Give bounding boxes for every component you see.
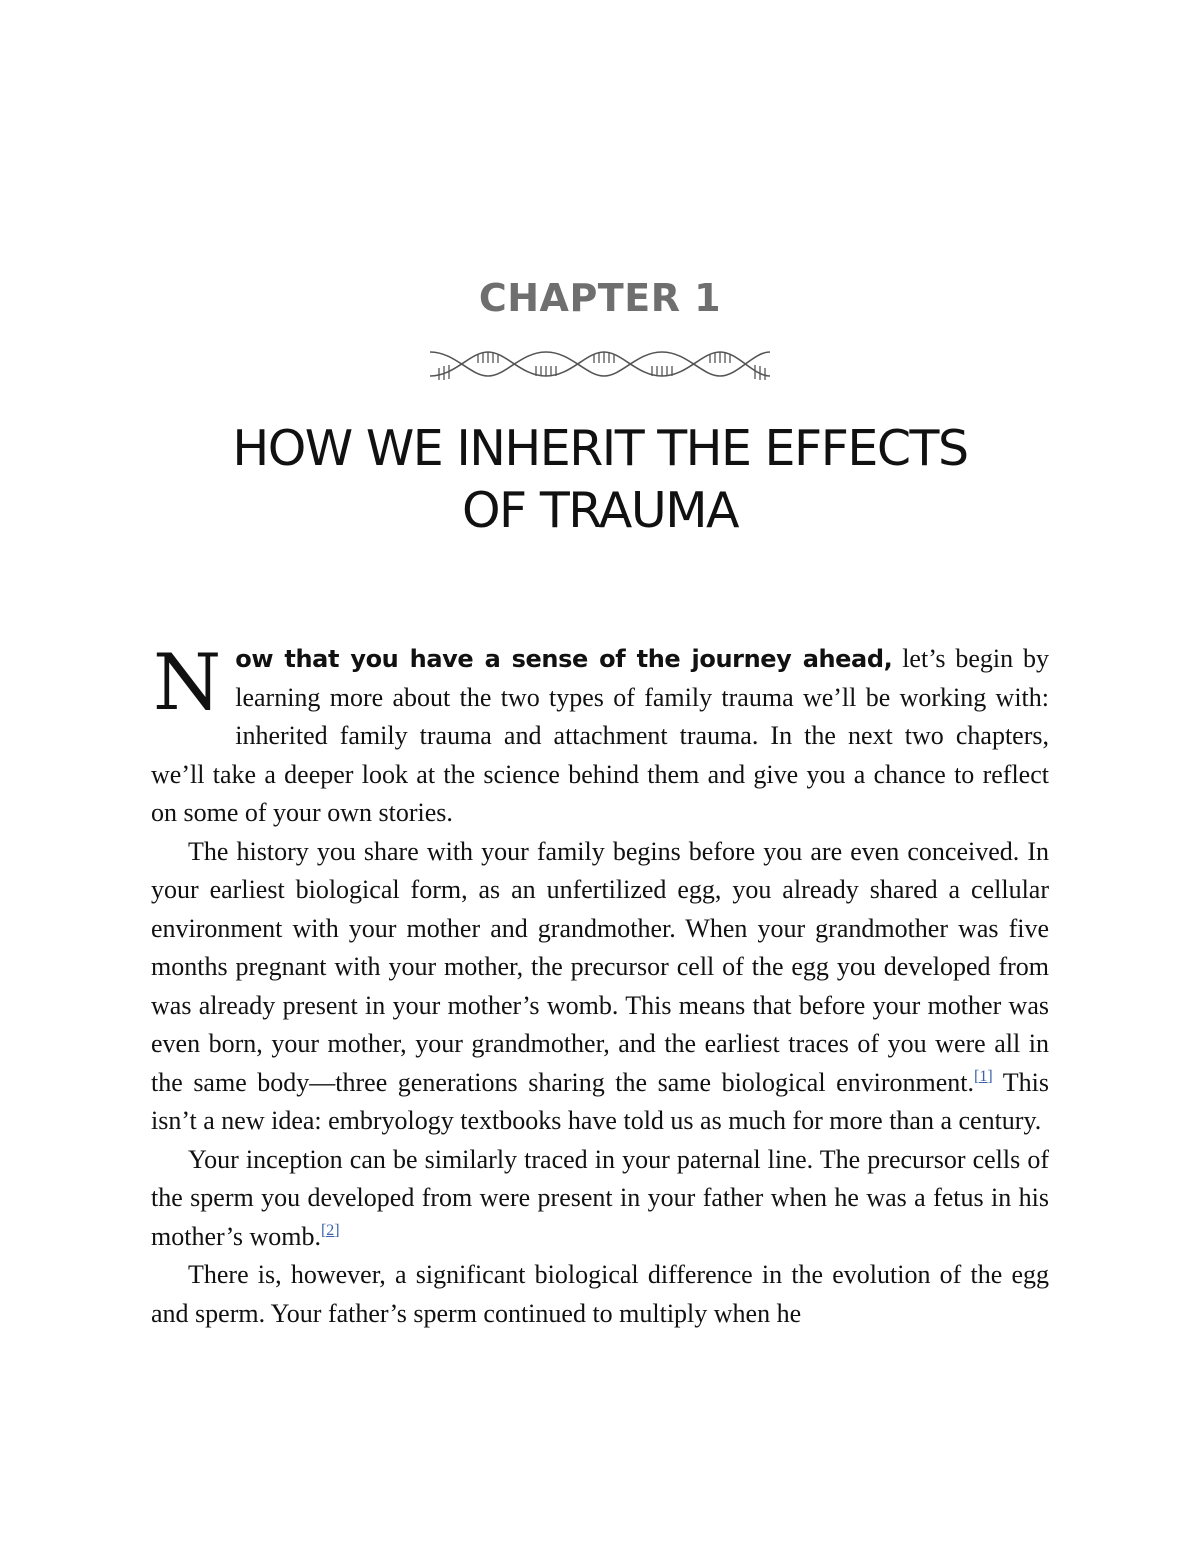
- dna-helix-ornament-icon: [425, 346, 775, 386]
- chapter-title-line-1: HOW WE INHERIT THE EFFECTS: [232, 420, 968, 477]
- paragraph-2: [151, 833, 1049, 1141]
- paragraph-2-text-b: This isn’t a new idea: embryology textbooks have told us as much for more than a century.: [151, 1067, 1049, 1135]
- chapter-body: [151, 640, 1049, 1333]
- paragraph-4: There is, however, a significant biological difference in the evolution of the egg and sperm. Your father’s sperm continued to multiply when he: [151, 1260, 1049, 1328]
- paragraph-3-text: Your inception can be similarly traced in your paternal line. The precursor cells of the sperm you developed from were present in your father when he was a fetus in his mother’s womb.: [151, 1144, 1049, 1251]
- paragraph-1-text: let’s begin by learning more about the two types of family trauma we’ll be working with: inherited family trauma and attachment trauma. In the next two chapters, we’ll take a deeper look at the science behind them and give you a chance to reflect on some of your own stories.: [151, 644, 1049, 827]
- paragraph-2-text-a: The history you share with your family begins before you are even conceived. In your earliest biological form, as an unfertilized egg, you already shared a cellular environment with your mother and grandmother. When your grandmother was five months pregnant with your mother, the precursor cell of the egg you developed from was already present in your mother’s womb. This means that before your mother was even born, your mother, your grandmother, and the earliest traces of you were all in the same body—three generations sharing the same biological environment.: [151, 836, 1049, 1097]
- footnote-link-2[interactable]: [2]: [320, 1221, 340, 1239]
- drop-cap: N: [153, 638, 222, 728]
- footnote-link-1[interactable]: [1]: [974, 1067, 993, 1085]
- paragraph-1: [151, 640, 1049, 833]
- paragraph-3: [151, 1141, 1049, 1257]
- chapter-label: CHAPTER 1: [478, 276, 722, 320]
- chapter-title: [100, 418, 1100, 542]
- chapter-title-line-2: OF TRAUMA: [461, 482, 738, 539]
- lead-in-text: ow that you have a sense of the journey ahead,: [235, 645, 893, 673]
